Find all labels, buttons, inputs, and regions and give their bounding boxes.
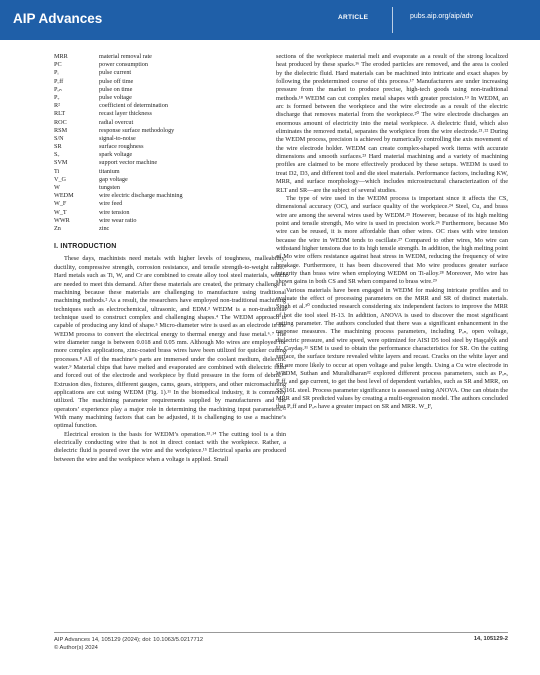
nomenclature-row [54, 94, 286, 102]
nomenclature-definition: titanium [99, 167, 120, 175]
journal-title[interactable]: AIP Advances [13, 11, 103, 26]
nomenclature-abbr: WEDM [54, 192, 74, 200]
nomenclature-row [54, 200, 286, 208]
paragraph: Electrical erosion is the basis for WEDM’s operation.¹³˒¹⁴ The cutting tool is a thin electrically conducting wire that is not in direct contact with the workpiece. Rather, a dielectric fluid is poured over the wire and the workpiece.¹⁵ Electrical sparks are produced between the wire and the workpiece when a voltage is applied. Small [54, 430, 286, 463]
nomenclature-abbr: W_T [54, 208, 67, 216]
nomenclature-abbr: Ti [54, 167, 60, 175]
nomenclature-row [54, 225, 286, 233]
nomenclature-definition: tungsten [99, 184, 120, 191]
nomenclature-abbr: WWR [54, 216, 70, 224]
nomenclature-abbr: ROC [54, 118, 67, 126]
section-heading: I. INTRODUCTION [54, 243, 117, 251]
nomenclature-definition: zinc [99, 224, 110, 232]
header-divider [392, 7, 393, 33]
paragraph: Various materials have been engaged in WEDM for making intricate profiles and to evaluate the effect of processing parameters on the MRR and SR of distinct materials. Singh et al.³⁰ conducted research considering six independent factors to improve the MRR of hot die tool steel H-13. In addition, ANOVA is used to discover the most significant cutting parameter. The authors concluded that there was a significant enhancement in the response measures. The machining process parameters, including Pₒₙ, open voltage, dielectric pressure, and wire speed, were optimized for AISI D5 tool steel by Haşçalýk and U. Çaydaş.³¹ SEM is used to obtain the performance characteristics for SR. On the cutting surface, the surface texture revealed white layers and recast. Cracks on the white layer and SR are more likely to occur at open voltage and pulse length. Using a Cu wire electrode in WEDM, Suthan and Muralidharan³² explored different process parameters, such as Pₒₙ, Pₒff, and gap current, to get the best level of dependent variables, such as SR and MRR, on SS316L steel. Process parameter significance is assessed using ANOVA. One can obtain the MRR and SR predicted values by creating a multi-regression model. The authors concluded that Pₒff and Pₒₙ have a greater impact on SR and MRR. W_F, [276, 286, 508, 411]
paragraph: sections of the workpiece material melt and evaporate as a result of the strong localized heat produced by these sparks.¹⁶ The eroded particles are removed, and the area is cooled by the dielectric fluid. Hard materials can be machined into intricate and exact shapes by following the predetermined course of this process.¹⁷ Manufacturers are under increasing pressure from the market to produce precise, high-tech goods using non-traditional methods.¹⁸ WEDM can cut complex metal shapes with greater precision.¹⁹ In WEDM, an arc is formed between the workpiece and the wire electrode as a result of the electric discharge that removes material from the workpiece.²⁰ The wire electrode discharges an enormous amount of electricity into the metal workpiece. A dielectric fluid, which also eliminates the removed metal, separates the workpiece from the wire electrode.²¹˒²² During the WEDM process, precision is achieved by numerically controlling the axis movement of the wire electrode holder. WEDM can create complex-shaped work items with accurate dimensions and smooth surfaces.²³ Hard material machining and a variety of machining profiles are claimed to be more effectively produced by these setups. WEDM is used to treat D2, D3, and different tool and die steel materials. Performance factors, including KW, MRR, and surface morphology—which includes microstructural characterization of the RLT and SR—are the subject of several studies. [276, 53, 508, 194]
nomenclature-abbr: V_G [54, 175, 67, 183]
nomenclature-definition: gap voltage [99, 175, 128, 183]
nomenclature-row [54, 61, 286, 69]
nomenclature-abbr: W_F [54, 200, 67, 208]
nomenclature-definition: wire wear ratio [99, 216, 137, 224]
page-number: 14, 105129-2 [473, 636, 508, 642]
footer-citation-block [54, 636, 203, 652]
nomenclature-row [54, 119, 286, 127]
nomenclature-list [54, 53, 286, 233]
nomenclature-row [54, 102, 286, 110]
nomenclature-row [54, 69, 286, 77]
footer-divider [54, 632, 508, 633]
nomenclature-row [54, 86, 286, 94]
nomenclature-row [54, 110, 286, 118]
paragraph: These days, machinists need metals with higher levels of toughness, malleability, ductility, compressive strength, corrosion resistance, and tensile strength-to-weight ratio.¹ Hard metals such as Ti, W, and Cr are combined to create alloy tool steel materials, which are needed to meet this demand. After these materials are created, the primary challenge is machining because these materials are challenging to manufacture using traditional machining methods.² As a result, the researchers have employed non-traditional machining techniques such as electrochemical, ultrasonic, and EDM.³ WEDM is a non-traditional technique used to construct complex and challenging shapes.⁴ The WEDM approach is capable of producing any kind of shape.⁵ Micro-diameter wire is used as an electrode in the WEDM process to convert the electrical energy to thermal energy and fuse metal.⁶˒⁷ The wire diameter range is between 0.018 and 0.05 mm. Although Mo wires are employed for more complex applications, zinc-coated brass wires have been utilized for quicker cutting processes.⁸ All of the machine’s parts are immersed under the coolant medium, dielectric water.⁹ Material chips that have melted and evaporated are combined with dielectric fluid and forced out of the electrode and workpiece by fluid pressure in the form of debris.¹⁰ Extrusion dies, fixtures, different gauges, cams, gears, strippers, and other micromachining applications are cut using WEDM (Fig. 1).¹¹ In the biomedical industry, it is commonly utilized. The machining parameter requirements supplied by manufacturers and the operators’ experience play a major role in determining the machining input parameters.¹² With many machining factors that can be adjusted, it is challenging to use a machine’s optimal function. [54, 255, 286, 430]
nomenclature-abbr: Zn [54, 224, 61, 232]
nomenclature-abbr: R² [54, 102, 60, 110]
nomenclature-abbr: SVM [54, 159, 68, 167]
nomenclature-abbr: Pᵥ [54, 93, 60, 101]
nomenclature-row [54, 53, 286, 61]
footer-citation[interactable]: AIP Advances 14, 105129 (2024); doi: 10.1063/5.0217712 [54, 637, 204, 643]
nomenclature-definition: spark voltage [99, 151, 133, 159]
nomenclature-abbr: Pᵢ [54, 69, 59, 77]
nomenclature-abbr: Pₒₙ [54, 85, 62, 93]
nomenclature-definition: pulse voltage [99, 93, 132, 101]
nomenclature-definition: wire feed [99, 200, 123, 208]
nomenclature-definition: pulse on time [99, 85, 133, 93]
nomenclature-abbr: RSM [54, 126, 68, 134]
nomenclature-definition: material removal rate [99, 53, 152, 60]
nomenclature-abbr: PC [54, 61, 62, 69]
nomenclature-row [54, 159, 286, 167]
nomenclature-row [54, 135, 286, 143]
nomenclature-abbr: RLT [54, 110, 66, 118]
nomenclature-row [54, 192, 286, 200]
nomenclature-definition: recast layer thickness [99, 110, 152, 118]
nomenclature-row [54, 168, 286, 176]
nomenclature-row [54, 209, 286, 217]
nomenclature-definition: support vector machine [99, 159, 158, 167]
nomenclature-definition: coefficient of determination [99, 102, 168, 110]
nomenclature-definition: pulse off time [99, 77, 134, 85]
paragraph: The type of wire used in the WEDM process is important since it affects the CS, dimensional accuracy (OC), and surface quality of the workpiece.²⁴ Steel, Cu, and brass wire are among the several wires used by WEDM.²⁵ However, because of its high melting point and tensile strength, Mo wire is used in precision work.²⁶ Furthermore, because Mo wire can be reused, it is more affordable than other wires. OC rises with wire tension because the wire in WEDM tends to oscillate.²⁷ Compared to other wires, Mo wire can withstand higher tensions due to its high tensile strength. In addition, the high melting point of Mo wire offers resistance against heat stress in WEDM, reducing the frequency of wire breakage. Furthermore, it has been discovered that Mo wire produces greater surface integrity than brass wire when employing WEDM on Ti-alloy.²⁸ Moreover, Mo wire has shown gains in both CS and SR when compared to brass wire.²⁹ [276, 194, 508, 286]
section-label: ARTICLE [338, 14, 369, 21]
nomenclature-row [54, 127, 286, 135]
nomenclature-definition: response surface methodology [99, 126, 175, 134]
nomenclature-row [54, 78, 286, 86]
nomenclature-abbr: SR [54, 143, 62, 151]
left-column [54, 53, 286, 464]
journal-url-link[interactable]: pubs.aip.org/aip/adv [410, 13, 474, 20]
nomenclature-row [54, 143, 286, 151]
nomenclature-definition: radial overcut [99, 118, 134, 126]
nomenclature-abbr: W [54, 184, 60, 191]
nomenclature-definition: power consumption [99, 61, 148, 69]
nomenclature-definition: pulse current [99, 69, 132, 77]
nomenclature-abbr: Pₒff [54, 77, 64, 85]
journal-header [0, 0, 540, 40]
nomenclature-row [54, 217, 286, 225]
nomenclature-abbr: S/N [54, 134, 64, 142]
nomenclature-definition: wire electric discharge machining [99, 192, 183, 200]
nomenclature-abbr: MRR [54, 53, 68, 60]
nomenclature-definition: surface roughness [99, 143, 144, 151]
nomenclature-row [54, 176, 286, 184]
nomenclature-abbr: Sᵥ [54, 151, 60, 159]
nomenclature-row [54, 151, 286, 159]
nomenclature-row [54, 184, 286, 192]
footer-copyright: © Author(s) 2024 [54, 645, 98, 651]
nomenclature-definition: signal-to-noise [99, 134, 136, 142]
right-column [276, 53, 508, 412]
nomenclature-definition: wire tension [99, 208, 130, 216]
